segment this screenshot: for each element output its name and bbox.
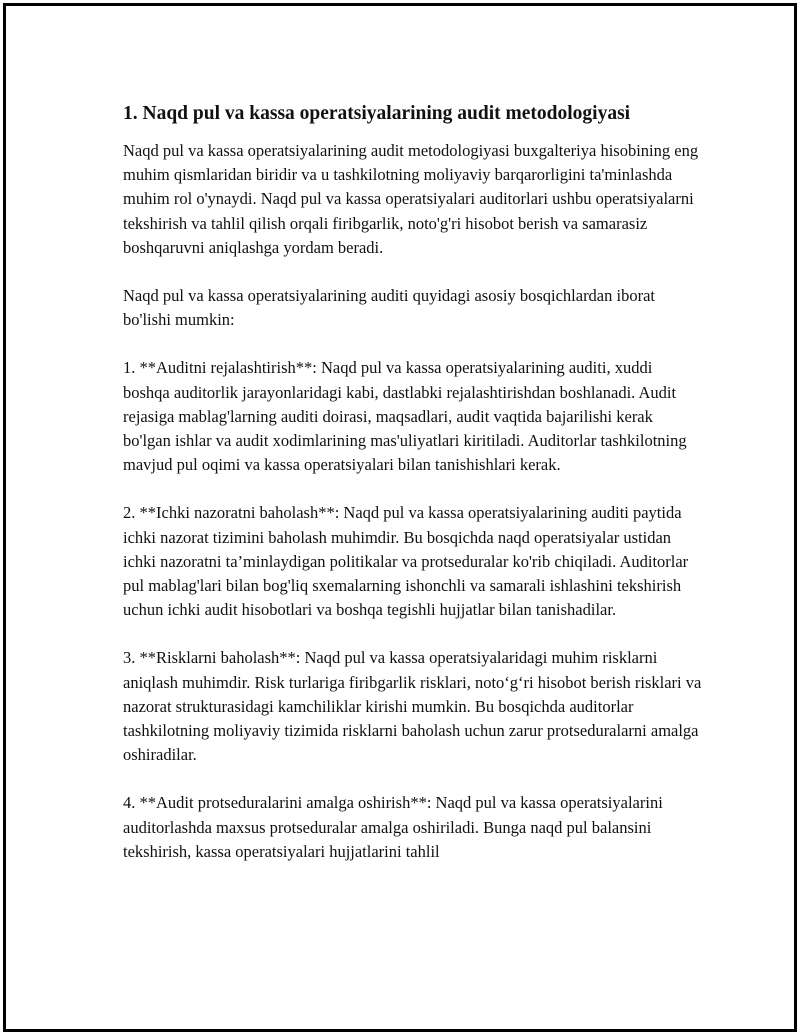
- paragraph-step-audit-procedures: 4. **Audit protseduralarini amalga oshirish**: Naqd pul va kassa operatsiyalarini auditorlashda maxsus protseduralar amalga oshiriladi. Bunga naqd pul balansini tekshirish, kassa operatsiyalari hujjatlarini tahlil: [123, 793, 663, 861]
- page-frame: [3, 3, 797, 1032]
- paragraph-step-internal-control: 2. **Ichki nazoratni baholash**: Naqd pul va kassa operatsiyalarining auditi paytida ichki nazorat tizimini baholash muhimdir. Bu bosqichda naqd operatsiyalar ustidan ichki nazoratni ta’minlaydigan politikalar va protseduralar ko'rib chiqiladi. Auditorlar pul mablag'lari bilan bog'liq sxemalarning ishonchli va samarali ishlashini tekshirish uchun ichki audit hisobotlari va boshqa tegishli hujjatlar bilan tanishadilar.: [123, 503, 689, 620]
- document-title: 1. Naqd pul va kassa operatsiyalarining audit metodologiyasi: [123, 103, 631, 124]
- paragraph-step-risk-assessment: 3. **Risklarni baholash**: Naqd pul va kassa operatsiyalaridagi muhim risklarni aniqlash muhimdir. Risk turlariga firibgarlik risklari, noto‘g‘ri hisobot berish risklari va nazorat strukturasidagi kamchiliklar kirishi mumkin. Bu bosqichda auditorlar tashkilotning moliyaviy tizimida risklarni baholash uchun zarur protseduralarni amalga oshiradilar.: [123, 648, 702, 765]
- paragraph-step-planning: 1. **Auditni rejalashtirish**: Naqd pul va kassa operatsiyalarining auditi, xuddi boshqa auditorlik jarayonlaridagi kabi, dastlabki rejalashtirishdan boshlanadi. Audit rejasiga mablag'larning auditi doirasi, maqsadlari, audit vaqtida bajarilishi kerak bo'lgan ishlar va audit xodimlarining mas'uliyatlari kiritiladi. Auditorlar tashkilotning mavjud pul oqimi va kassa operatsiyalari bilan tanishishlari kerak.: [123, 358, 687, 475]
- document-body: [123, 100, 703, 888]
- paragraph-intro: Naqd pul va kassa operatsiyalarining audit metodologiyasi buxgalteriya hisobining eng muhim qismlaridan biridir va u tashkilotning moliyaviy barqarorligini ta'minlashda muhim rol o'ynaydi. Naqd pul va kassa operatsiyalari auditorlari ushbu operatsiyalarni tekshirish va tahlil qilish orqali firibgarlik, noto'g'ri hisobot berish va samarasiz boshqaruvni aniqlashga yordam beradi.: [123, 141, 699, 257]
- paragraph-stages-intro: Naqd pul va kassa operatsiyalarining auditi quyidagi asosiy bosqichlardan iborat bo'lishi mumkin:: [123, 286, 655, 330]
